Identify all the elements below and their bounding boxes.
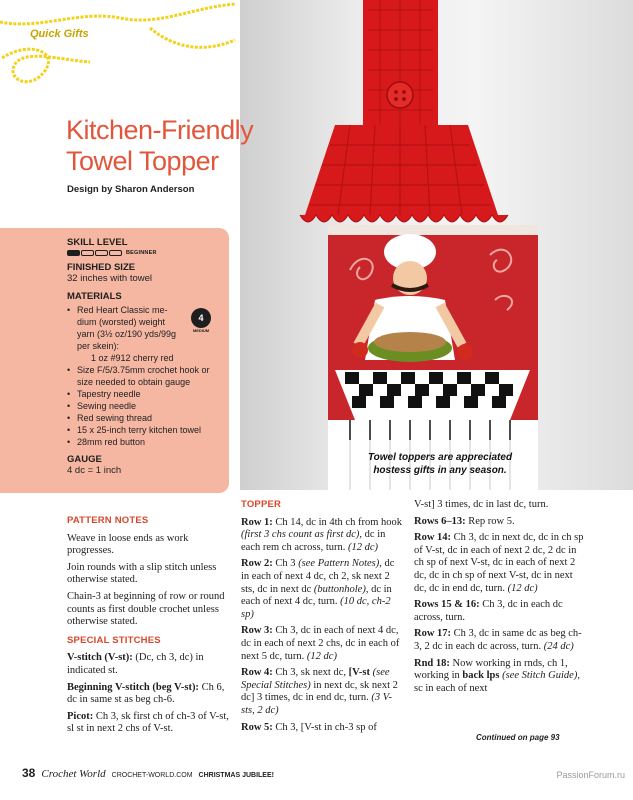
special-stitch: Beginning V-stitch (beg V-st): Ch 6, dc in same st as beg ch-6.: [67, 681, 225, 706]
page-footer: [22, 766, 274, 780]
byline: Design by Sharon Anderson: [67, 184, 195, 195]
info-box: [0, 228, 229, 493]
pattern-row: Row 4: Ch 3, sk next dc, [V-st (see Special Stitches) in next dc, sk next 2 dc] 3 times, dc in end dc, turn. (3 V-sts, 2 dc): [241, 667, 398, 716]
product-photo: [240, 0, 633, 490]
pattern-row: Row 1: Ch 14, dc in 4th ch from hook (first 3 chs count as first dc), dc in each rem ch across, turn. (12 dc): [241, 516, 402, 553]
special-stitch: Picot: Ch 3, sk first ch of ch-3 of V-st, sl st in next 2 chs of V-st.: [67, 710, 229, 735]
column-topper-rows: [241, 499, 405, 738]
column-pattern-notes: [67, 515, 230, 740]
material-item: • Size F/5/3.75mm crochet hook or size needed to obtain gauge: [67, 364, 219, 388]
gauge-value: 4 dc = 1 inch: [67, 465, 122, 476]
page-title: [66, 115, 253, 177]
material-item: • Sewing needle: [67, 400, 219, 412]
pattern-row: Rows 6–13: Rep row 5.: [414, 515, 515, 527]
skill-bar-2: [81, 250, 94, 256]
photo-caption-line1: Towel toppers are appreciated: [367, 452, 513, 463]
finished-size-value: 32 inches with towel: [67, 273, 153, 284]
material-subitem: 1 oz #912 cherry red: [91, 353, 174, 363]
special-stitch: V-stitch (V-st): (Dc, ch 3, dc) in indicated st.: [67, 652, 204, 676]
skill-bar-1: [67, 250, 80, 256]
pattern-row: V-st] 3 times, dc in last dc, turn.: [414, 499, 549, 510]
watermark: PassionForum.ru: [556, 770, 625, 780]
title-line-1: Kitchen-Friendly: [66, 115, 254, 145]
column-topper-rows-cont: [414, 499, 584, 699]
special-stitches-heading: SPECIAL STITCHES: [67, 634, 161, 646]
skill-level-value: BEGINNER: [126, 250, 157, 256]
material-item: • Red sewing thread: [67, 412, 219, 424]
materials-heading: MATERIALS: [67, 291, 122, 302]
magazine-website: CROCHET-WORLD.COM: [111, 772, 193, 779]
pattern-note: Chain-3 at beginning of row or round counts as first double crochet unless otherwise stated.: [67, 590, 225, 628]
material-item: • Red Heart Classic me- dium (worsted) weight yarn (3½ oz/190 yds/99g per skein):: [67, 304, 219, 352]
decorative-cord: [0, 0, 250, 110]
gauge-heading: GAUGE: [67, 454, 102, 465]
continued-note: Continued on page 93: [476, 733, 560, 742]
material-item: • 15 x 25-inch terry kitchen towel: [67, 424, 219, 436]
section-tag: Quick Gifts: [30, 28, 89, 40]
pattern-row: Rnd 18: Now working in rnds, ch 1, working in back lps (see Stitch Guide), sc in each of next: [414, 657, 580, 694]
pattern-notes-heading: PATTERN NOTES: [67, 515, 149, 526]
pattern-row: Row 2: Ch 3 (see Pattern Notes), dc in each of next 4 dc, ch 2, sk next 2 sts, dc in next dc (buttonhole), dc in each of next 4 dc, turn. (10 dc, ch-2 sp): [241, 558, 395, 620]
pattern-row: Rows 15 & 16: Ch 3, dc in each dc across, turn.: [414, 599, 563, 623]
skill-bar-3: [95, 250, 108, 256]
magazine-name: Crochet World: [41, 768, 106, 780]
pattern-row: Row 3: Ch 3, dc in each of next 4 dc, dc in each of next 2 chs, dc in each of next 5 dc, turn. (12 dc): [241, 625, 400, 662]
topper-heading: TOPPER: [241, 499, 282, 510]
photo-caption-line2: hostess gifts in any season.: [373, 465, 507, 476]
pattern-row: Row 5: Ch 3, [V-st in ch-3 sp of: [241, 721, 377, 733]
skill-bars: [67, 250, 122, 256]
pattern-note: Join rounds with a slip stitch unless otherwise stated.: [67, 561, 217, 586]
skill-level-heading: SKILL LEVEL: [67, 237, 128, 248]
yarn-weight-label: MEDIUM: [192, 328, 210, 333]
skill-level-indicator: [67, 250, 219, 256]
pattern-row: Row 14: Ch 3, dc in next dc, dc in ch sp of V-st, dc in each of next 2 dc, 2 dc in ch sp of next V-st, dc in each of next 2 dc, dc in ch sp of next V-st, dc in next dc, dc in end dc, turn. (12 dc): [414, 532, 584, 594]
yarn-weight-number: 4: [191, 308, 211, 328]
title-line-2: Towel Topper: [66, 146, 219, 176]
materials-list: [67, 304, 219, 448]
photo-caption: [310, 451, 570, 477]
pattern-note: Weave in loose ends as work progresses.: [67, 532, 189, 557]
skill-bar-4: [109, 250, 122, 256]
issue-name: CHRISTMAS JUBILEE!: [198, 772, 274, 779]
pattern-row: Row 17: Ch 3, dc in same dc as beg ch-3, 2 dc in each dc across, turn. (24 dc): [414, 628, 582, 652]
finished-size-heading: FINISHED SIZE: [67, 262, 136, 273]
page-number: 38: [22, 766, 36, 780]
material-item: • 28mm red button: [67, 436, 219, 448]
material-item: • Tapestry needle: [67, 388, 219, 400]
